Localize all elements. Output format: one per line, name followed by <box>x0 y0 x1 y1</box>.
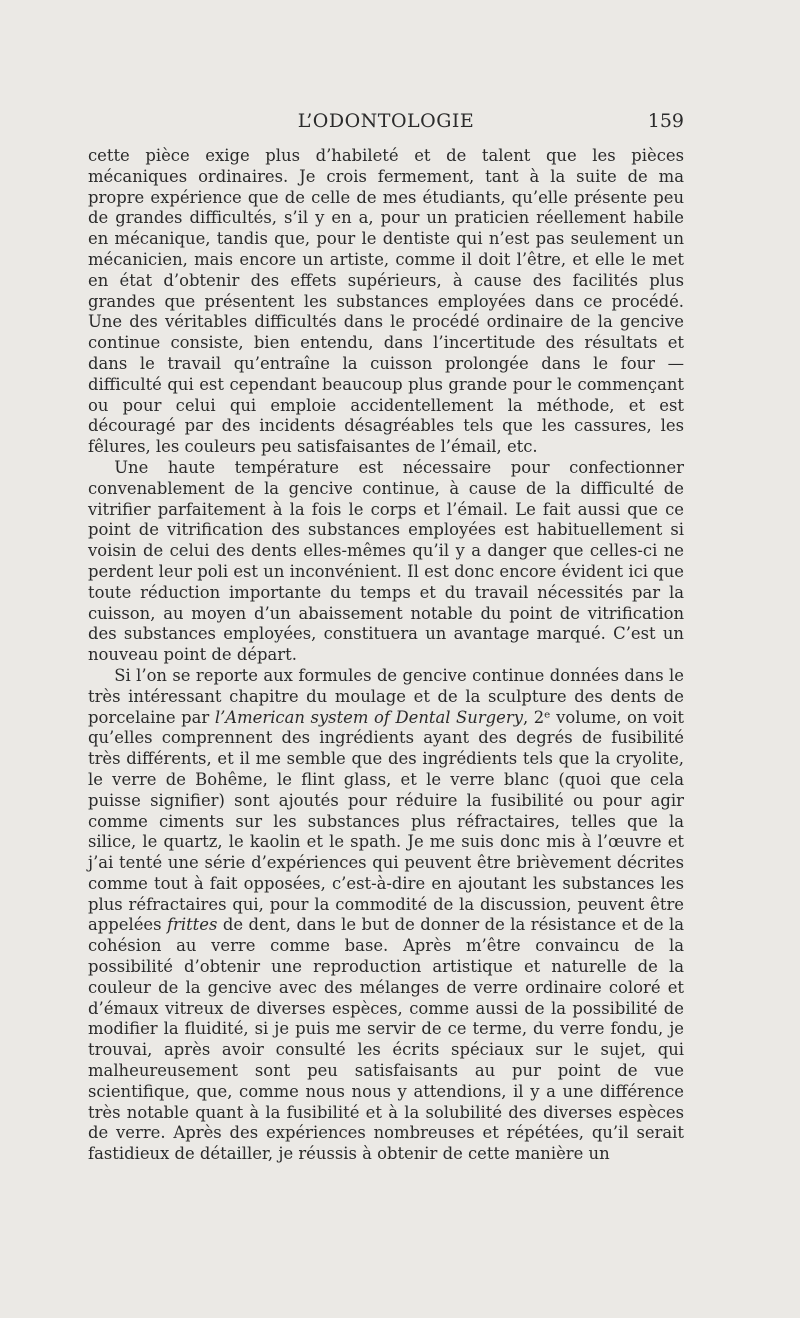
paragraph-2: Une haute température est nécessaire pour confectionner convenablement de la gencive continue, à cause de la difficulté de vitrifier parfaitement à la fois le corps et l’émail. Le fait aussi que ce point de vitrification des substances employées est habituellement si voisin de celui des dents elles-mêmes qu’il y a danger que celles-ci ne perdent leur poli est un inconvénient. Il est donc encore évident ici que toute réduction importante du temps et du travail nécessités par la cuisson, au moyen d’un abaissement notable du point de vitrification des substances employées, constituera un avantage marqué. C’est un nouveau point de départ. <box>88 457 684 665</box>
body-text <box>88 146 684 1165</box>
paragraph-3 <box>88 666 684 1165</box>
page-number: 159 <box>647 110 684 132</box>
paragraph-3-text-after: de dent, dans le but de donner de la résistance et de la cohésion au verre comme base. Après m’être convaincu de la possibilité d’obtenir une reproduction artistique et naturelle de la couleur de la gencive avec des mélanges de verre ordinaire coloré et d’émaux vitreux de diverses espèces, comme aussi de la possibilité de modifier la fluidité, si je puis me servir de ce terme, du verre fondu, je trouvai, après avoir consulté les écrits spéciaux sur le sujet, qui malheureusement sont peu satisfaisants au pur point de vue scientifique, que, comme nous nous y attendions, il y a une différence très notable quant à la fusibilité et à la solubilité des diverses espèces de verre. Après des expériences nombreuses et répétées, qu’il serait fastidieux de détailler, je réussis à obtenir de cette manière un <box>88 915 684 1164</box>
paragraph-3-text-middle: , 2ᵉ volume, on voit qu’elles comprennent des ingrédients ayant des degrés de fusibilité très différents, et il me semble que des ingrédients tels que la cryolite, le verre de Bohême, le flint glass, et le verre blanc (quoi que cela puisse signifier) sont ajoutés pour réduire la fusibilité ou pour agir comme ciments sur les substances plus réfractaires, telles que la silice, le quartz, le kaolin et le spath. Je me suis donc mis à l’œuvre et j’ai tenté une série d’expériences qui peuvent être brièvement décrites comme tout à fait opposées, c’est-à-dire en ajoutant les substances les plus réfractaires qui, pour la commodité de la discussion, peuvent être appelées <box>88 707 684 935</box>
paragraph-1: cette pièce exige plus d’habileté et de talent que les pièces mécaniques ordinaires. Je crois fermement, tant à la suite de ma propre expérience que de celle de mes étudiants, qu’elle présente peu de grandes difficultés, s’il y en a, pour un praticien réellement habile en mécanique, tandis que, pour le dentiste qui n’est pas seulement un mécanicien, mais encore un artiste, comme il doit l’être, et elle le met en état d’obtenir des effets supérieurs, à cause des facilités plus grandes que présentent les substances employées dans ce procédé. Une des véritables difficultés dans le procédé ordinaire de la gencive continue consiste, bien entendu, dans l’incertitude des résultats et dans le travail qu’entraîne la cuisson prolongée dans le four — difficulté qui est cependant beaucoup plus grande pour le commençant ou pour celui qui emploie accidentellement la méthode, et est découragé par des incidents désagréables tels que les cassures, les fêlures, les couleurs peu satisfaisantes de l’émail, etc. <box>88 146 684 457</box>
frittes-italic: frittes <box>166 915 218 935</box>
page-header <box>88 110 684 140</box>
book-title-italic: l’American system of Dental Surgery <box>214 707 523 727</box>
running-title: L’ODONTOLOGIE <box>297 110 475 132</box>
paragraph-3-text-before: Si l’on se reporte aux formules de gencive continue données dans le très intéressant chapitre du moulage et de la sculpture des dents de porcelaine par <box>88 665 684 727</box>
